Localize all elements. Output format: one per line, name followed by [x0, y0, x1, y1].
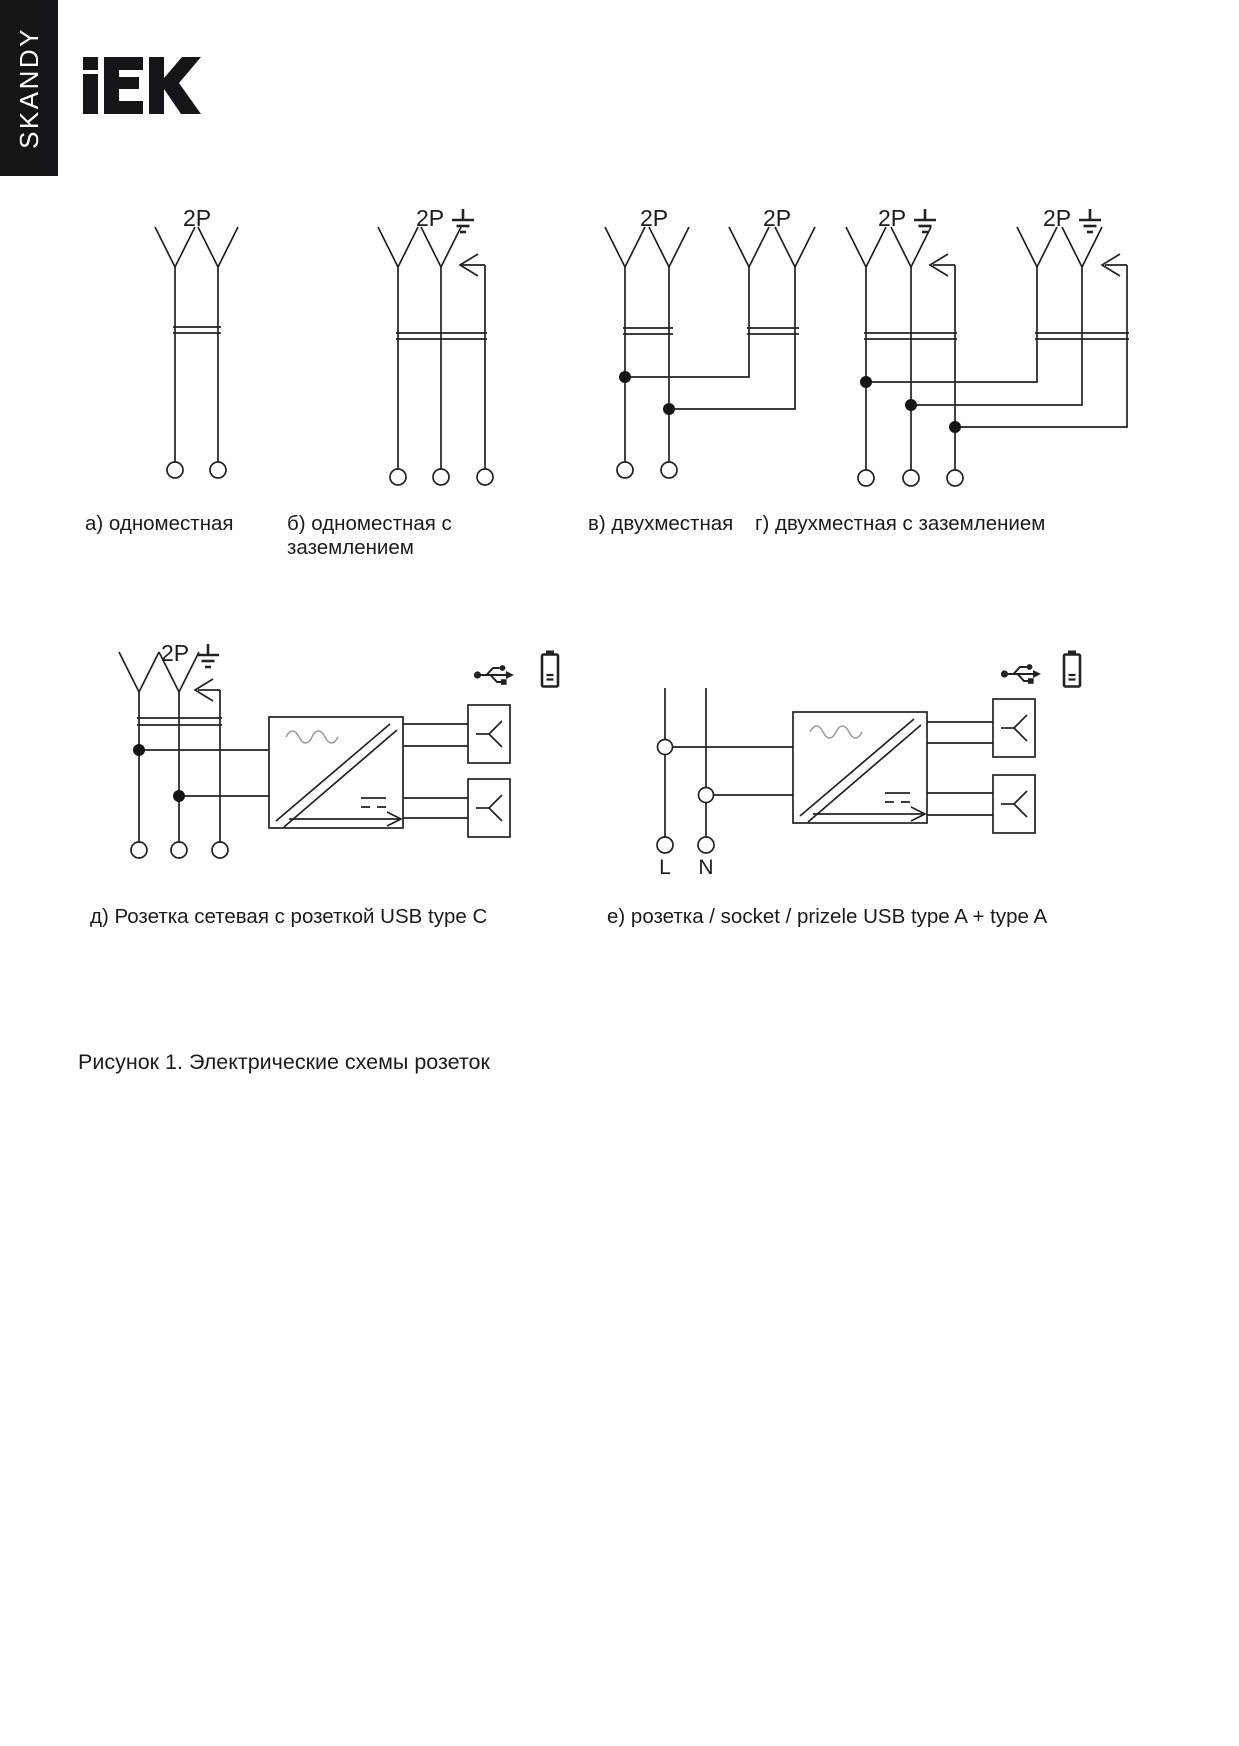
socket-contact-fork — [1062, 227, 1102, 267]
caption-v — [588, 512, 733, 536]
line-terminal-label: L — [659, 856, 671, 879]
terminal-circle — [947, 470, 963, 486]
caption-g — [755, 512, 1045, 536]
caption-b — [287, 512, 452, 560]
socket-body-bar — [173, 327, 221, 333]
socket-contact-fork — [729, 227, 769, 267]
socket-contact-fork — [775, 227, 815, 267]
brand-tab-label: SKANDY — [13, 27, 44, 149]
caption-text: заземлением — [287, 536, 414, 559]
terminal-circle — [390, 469, 406, 485]
wires — [866, 265, 955, 470]
junction-dot — [860, 376, 872, 388]
battery-icon — [1064, 651, 1080, 687]
terminal-circle — [167, 462, 183, 478]
socket-contact-fork — [649, 227, 689, 267]
poles-text: 2P — [416, 205, 445, 231]
junction-dot — [663, 403, 675, 415]
wires — [139, 690, 220, 842]
tap-circle — [699, 788, 714, 803]
poles-text: 2P — [1043, 205, 1072, 231]
socket-contact-fork — [605, 227, 645, 267]
diagram-g-schematic — [845, 205, 1145, 490]
caption-text: б) одноместная с — [287, 512, 452, 535]
terminal-circle — [903, 470, 919, 486]
terminal-circle — [661, 462, 677, 478]
caption-text: г) двухместная с заземлением — [755, 512, 1046, 535]
socket-contact-fork — [421, 227, 461, 267]
junction-dot — [905, 399, 917, 411]
feed-wires — [673, 747, 794, 795]
terminal-circle — [698, 837, 714, 853]
usb-output-wires — [403, 798, 468, 818]
terminal-circle — [212, 842, 228, 858]
poles-text: 2P — [763, 205, 792, 231]
usb-port-box — [468, 705, 510, 763]
junction-dot — [133, 744, 145, 756]
junction-dot — [173, 790, 185, 802]
poles-text: 2P — [183, 205, 212, 231]
poles-text: 2P — [878, 205, 907, 231]
acdc-converter-box — [793, 712, 927, 823]
terminal-circle — [433, 469, 449, 485]
junction-dot — [619, 371, 631, 383]
terminal-circle — [657, 837, 673, 853]
feed-wires — [139, 750, 269, 796]
socket-body-bar — [747, 328, 799, 334]
usb-output-wires — [927, 793, 993, 815]
usb-port-box — [993, 775, 1035, 833]
socket-contact-fork — [198, 227, 238, 267]
usb-output-wires — [403, 724, 468, 746]
wires — [665, 688, 706, 837]
acdc-converter-box — [269, 717, 403, 828]
diagram-e-schematic — [555, 600, 1100, 900]
socket-contact-fork — [1017, 227, 1057, 267]
caption-e — [607, 905, 1047, 929]
diagram-b-schematic — [345, 205, 515, 490]
neutral-terminal-label: N — [698, 856, 714, 879]
socket-contact-fork — [891, 227, 931, 267]
terminal-circle — [617, 462, 633, 478]
usb-output-wires — [927, 722, 993, 743]
terminal-circle — [858, 470, 874, 486]
terminal-circle — [131, 842, 147, 858]
wires — [175, 267, 218, 462]
terminal-circle — [210, 462, 226, 478]
usb-icon — [1001, 664, 1041, 684]
socket-contact-fork — [119, 652, 159, 692]
caption-text: а) одноместная — [85, 512, 234, 535]
poles-text: 2P — [640, 205, 669, 231]
diagram-v-schematic — [595, 205, 830, 490]
usb-port-box — [993, 699, 1035, 757]
usb-icon — [474, 665, 514, 685]
socket-contact-fork — [155, 227, 195, 267]
caption-a — [85, 512, 234, 536]
terminal-circle — [171, 842, 187, 858]
junction-dot — [949, 421, 961, 433]
figure-caption: Рисунок 1. Электрические схемы розеток — [78, 1050, 490, 1074]
socket-contact-fork — [846, 227, 886, 267]
socket-body-bar — [623, 328, 673, 334]
wires — [398, 265, 485, 469]
link-wires — [625, 267, 795, 409]
wires — [625, 267, 669, 462]
poles-text: 2P — [161, 640, 190, 666]
diagram-a-schematic — [115, 205, 245, 490]
caption-d — [90, 905, 487, 929]
caption-text: д) Розетка сетевая с розеткой USB type C — [90, 905, 488, 928]
caption-text: в) двухместная — [588, 512, 734, 535]
iek-logo — [83, 57, 201, 114]
usb-port-box — [468, 779, 510, 837]
socket-contact-fork — [378, 227, 418, 267]
brand-tab — [0, 0, 58, 176]
socket-contact-fork — [159, 652, 199, 692]
terminal-circle — [477, 469, 493, 485]
tap-circle — [658, 740, 673, 755]
link-wires — [866, 265, 1127, 427]
caption-text: е) розетка / socket / prizele USB type A + type A — [607, 905, 1048, 928]
